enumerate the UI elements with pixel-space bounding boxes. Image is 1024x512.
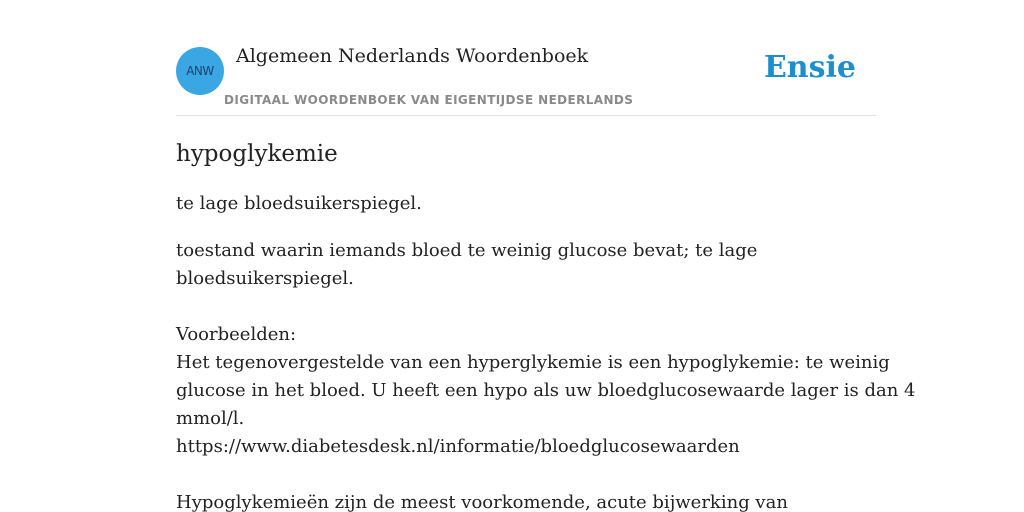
long-definition <box>176 237 916 512</box>
ensie-logo[interactable]: Ensie <box>763 50 856 85</box>
site-title[interactable]: Algemeen Nederlands Woordenboek <box>236 45 589 67</box>
spacer <box>176 461 876 489</box>
spacer <box>176 293 876 321</box>
site-header <box>176 0 876 116</box>
examples-label: Voorbeelden: <box>176 324 297 345</box>
definition-line: toestand waarin iemands bloed te weinig glucose bevat; te lage <box>176 240 758 261</box>
example-line: Hypoglykemieën zijn de meest voorkomende, acute bijwerking van <box>176 492 788 512</box>
entry-content <box>176 138 916 512</box>
definition-line: bloedsuikerspiegel. <box>176 268 354 289</box>
example-line: mmol/l. <box>176 408 245 429</box>
example-source-link[interactable]: https://www.diabetesdesk.nl/informatie/bloedglucosewaarden <box>176 436 740 457</box>
site-subtitle: DIGITAAL WOORDENBOEK VAN EIGENTIJDSE NEDERLANDS <box>224 93 634 107</box>
anw-logo[interactable]: ANW <box>176 47 224 95</box>
short-definition: te lage bloedsuikerspiegel. <box>176 193 422 214</box>
example-line: Het tegenovergestelde van een hyperglykemie is een hypoglykemie: te weinig <box>176 352 890 373</box>
example-line: glucose in het bloed. U heeft een hypo als uw bloedglucosewaarde lager is dan 4 <box>176 380 916 401</box>
entry-headword: hypoglykemie <box>176 141 338 167</box>
